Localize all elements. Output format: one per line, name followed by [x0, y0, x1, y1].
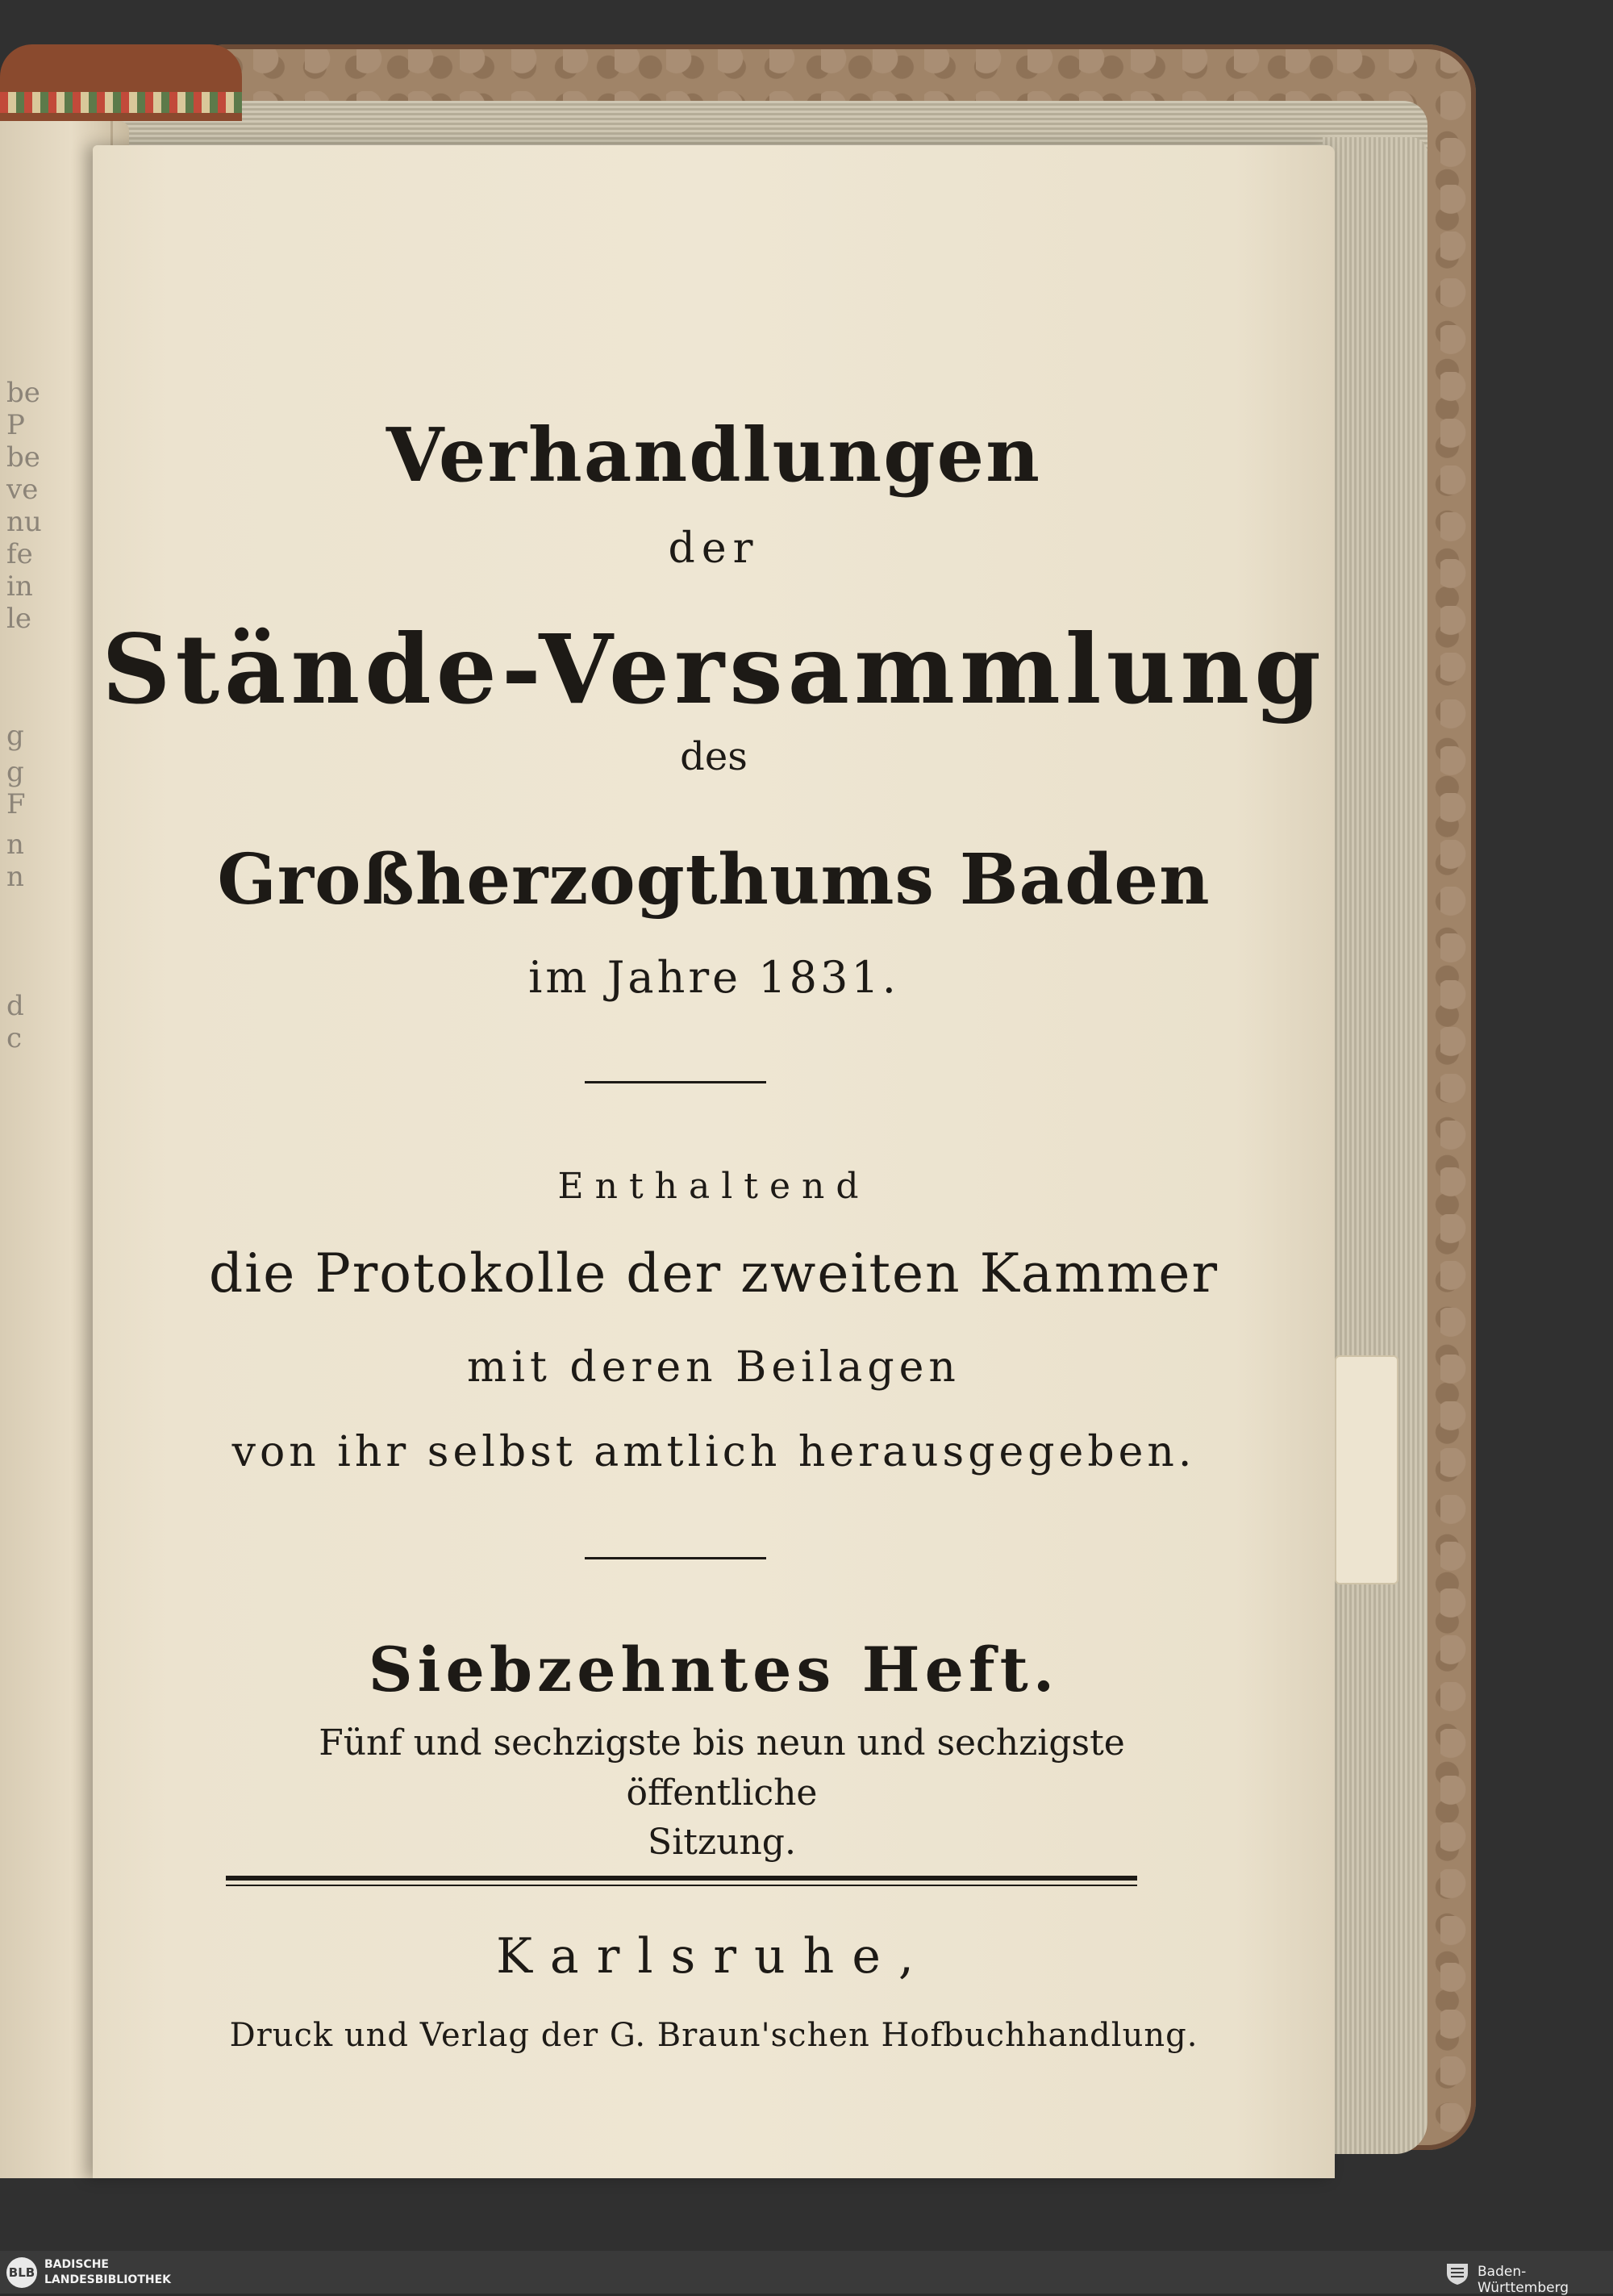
baden-wuerttemberg-crest-icon	[1444, 2259, 1471, 2286]
left-page-fragment: be	[6, 377, 40, 409]
title-grossherzogthum: Großherzogthums Baden	[217, 839, 1211, 920]
library-name-line: BADISCHE	[44, 2258, 109, 2271]
contents-intro: Enthaltend	[557, 1166, 870, 1207]
contents-beilagen: mit deren Beilagen	[467, 1343, 961, 1392]
year-line: im Jahre 1831.	[528, 952, 899, 1003]
left-page-fragment: n	[6, 861, 24, 893]
contents-protokolle: die Protokolle der zweiten Kammer	[208, 1242, 1219, 1305]
left-page-fragment: le	[6, 603, 31, 635]
title-des: des	[680, 734, 748, 779]
left-page-fragment: g	[6, 756, 24, 788]
library-name-line: LANDESBIBLIOTHEK	[44, 2273, 172, 2286]
imprint-place: Karlsruhe,	[496, 1928, 932, 1985]
left-page-fragment: fe	[6, 538, 33, 570]
part-subtitle-line: Fünf und sechzigste bis neun und sechzigste öffentliche	[319, 1722, 1125, 1814]
left-page-fragment: d	[6, 990, 24, 1022]
imprint-publisher: Druck und Verlag der G. Braun'schen Hofbuchhandlung.	[229, 2017, 1198, 2054]
blb-logo-icon: BLB	[6, 2257, 37, 2288]
double-rule-thick	[226, 1876, 1137, 1881]
left-page-fragment: g	[6, 720, 24, 752]
state-name: Baden-Württemberg	[1478, 2264, 1569, 2296]
divider-rule	[585, 1557, 766, 1559]
left-page-fragment: nu	[6, 506, 42, 538]
part-subtitle	[238, 1718, 1206, 1868]
paper-tab-marker	[1335, 1355, 1398, 1584]
title-verhandlungen: Verhandlungen	[386, 411, 1042, 499]
left-page-fragment: P	[6, 409, 25, 441]
title-page	[93, 145, 1335, 2178]
title-staende-versammlung: Stände-Versammlung	[102, 613, 1326, 725]
viewer-footer	[0, 2251, 1613, 2294]
headband-stripe	[0, 92, 242, 113]
part-heading: Siebzehntes Heft.	[368, 1634, 1060, 1705]
left-page-fragment: ve	[6, 474, 39, 506]
page-stack-edge	[1323, 137, 1428, 2154]
book-headband	[0, 44, 242, 121]
left-page-fragment: in	[6, 570, 33, 603]
left-page-fragment: n	[6, 829, 24, 861]
left-page-fragment: be	[6, 441, 40, 474]
part-subtitle-line: Sitzung.	[648, 1822, 796, 1864]
left-page-fragment: c	[6, 1022, 23, 1054]
contents-herausgegeben: von ihr selbst amtlich herausgegeben.	[231, 1428, 1196, 1476]
double-rule-thin	[226, 1885, 1137, 1886]
title-der: der	[668, 524, 760, 573]
library-name	[44, 2257, 171, 2288]
divider-rule	[585, 1081, 766, 1083]
left-page-fragment: F	[6, 788, 26, 820]
